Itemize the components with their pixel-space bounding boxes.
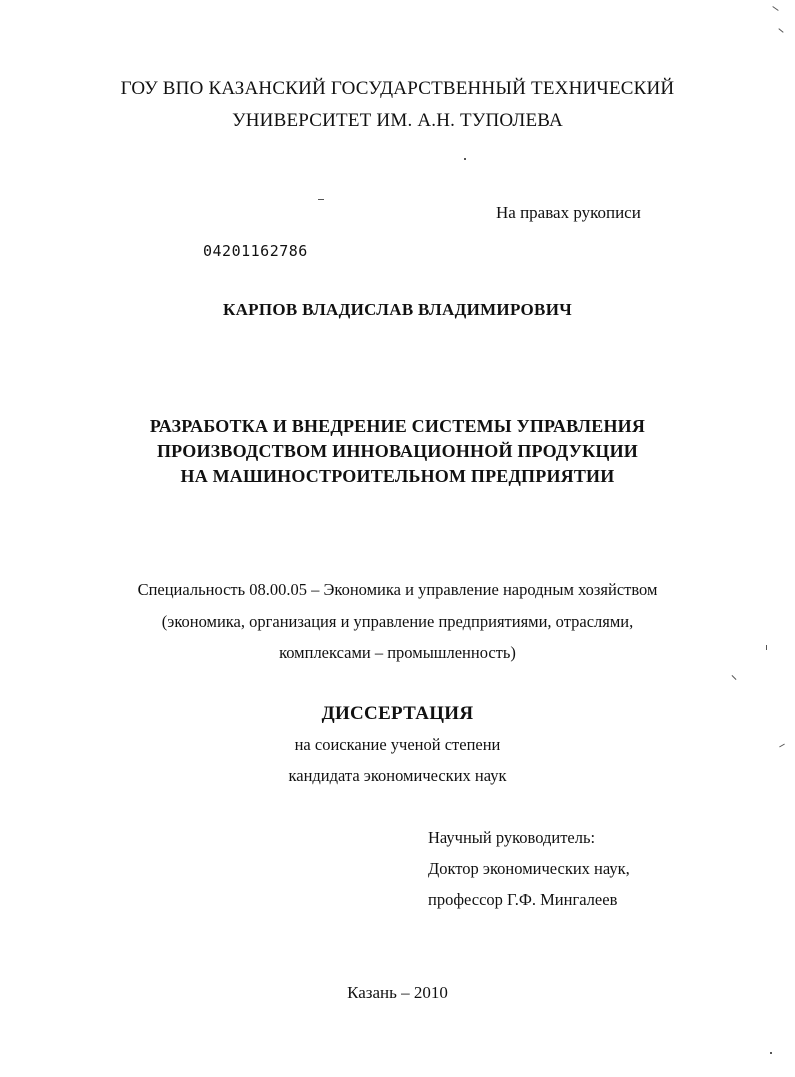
rights-notice: На правах рукописи	[496, 203, 641, 222]
institution-line-2: УНИВЕРСИТЕТ ИМ. А.Н. ТУПОЛЕВА	[232, 110, 563, 131]
author-name: КАРПОВ ВЛАДИСЛАВ ВЛАДИМИРОВИЧ	[222, 300, 573, 319]
supervisor-name: профессор Г.Ф. Мингалеев	[428, 890, 618, 909]
scan-speck	[732, 675, 737, 680]
scan-speck	[772, 6, 778, 11]
institution-line-1: ГОУ ВПО КАЗАНСКИЙ ГОСУДАРСТВЕННЫЙ ТЕХНИЧЕСКИЙ	[120, 78, 675, 99]
scan-speck	[318, 199, 324, 200]
title-line-3: НА МАШИНОСТРОИТЕЛЬНОМ ПРЕДПРИЯТИИ	[180, 466, 615, 486]
supervisor-label: Научный руководитель:	[428, 828, 596, 847]
degree-line-2: кандидата экономических наук	[288, 766, 507, 785]
specialty-line-3: комплексами – промышленность)	[279, 643, 516, 662]
catalog-code: 04201162786	[203, 242, 308, 260]
specialty-line-1: Специальность 08.00.05 – Экономика и управление народным хозяйством	[137, 580, 658, 599]
specialty-line-2: (экономика, организация и управление предприятиями, отраслями,	[161, 612, 634, 631]
scan-speck	[766, 645, 767, 650]
scan-speck	[770, 1052, 772, 1054]
scan-speck	[464, 158, 466, 160]
title-line-2: ПРОИЗВОДСТВОМ ИННОВАЦИОННОЙ ПРОДУКЦИИ	[156, 441, 639, 461]
city-year: Казань – 2010	[347, 983, 448, 1002]
scan-speck	[778, 28, 783, 33]
degree-line-1: на соискание ученой степени	[294, 735, 501, 754]
document-type: ДИССЕРТАЦИЯ	[321, 703, 474, 724]
supervisor-degree: Доктор экономических наук,	[428, 859, 630, 878]
title-line-1: РАЗРАБОТКА И ВНЕДРЕНИЕ СИСТЕМЫ УПРАВЛЕНИЯ	[149, 416, 646, 436]
